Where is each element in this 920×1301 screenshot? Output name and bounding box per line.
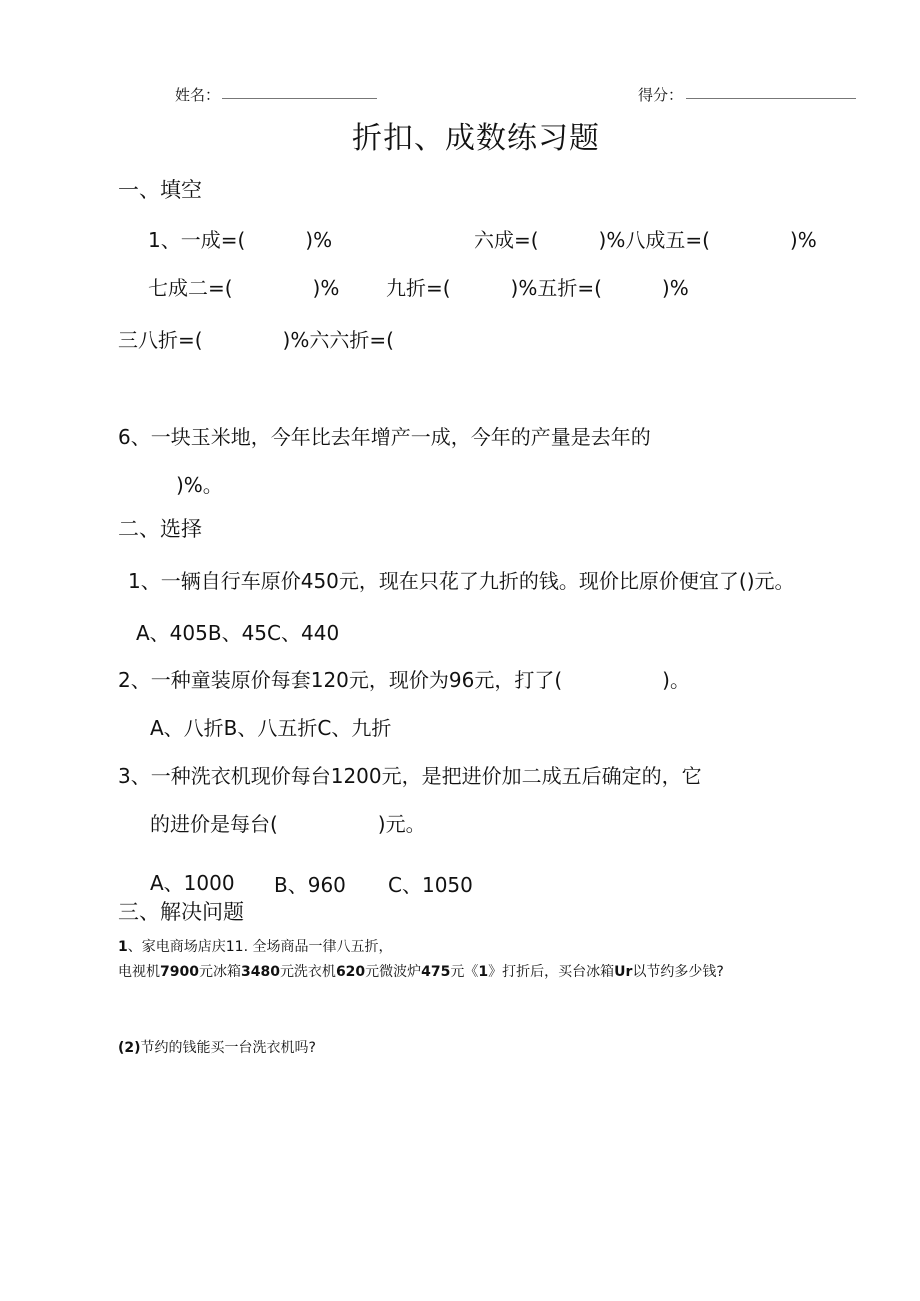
section-choice-heading: 二、选择 <box>118 517 202 541</box>
name-field[interactable] <box>222 98 377 99</box>
choice-q3-line2: 的进价是每台( )元。 <box>150 812 426 836</box>
choice-q2-options: A、八折B、八五折C、九折 <box>150 716 392 740</box>
price-seg-3: 3480 <box>240 964 280 980</box>
price-seg-8: 元《 <box>450 964 479 980</box>
choice-q1-options: A、405B、45C、440 <box>136 621 340 645</box>
choice-q3-option-a: A、1000 <box>150 871 235 895</box>
choice-q1: 1、一辆自行车原价450元，现在只花了九折的钱。现价比原价便宜了()元。 <box>128 569 795 593</box>
choice-q3-option-c: C、1050 <box>388 873 473 897</box>
section-solve-heading: 三、解决问题 <box>118 900 244 924</box>
solve-question2-number: (2) <box>118 1040 141 1056</box>
name-label: 姓名： <box>175 86 221 104</box>
price-seg-6: 元微波炉 <box>365 964 422 980</box>
price-seg-7: 475 <box>421 964 451 980</box>
choice-q3-option-b: B、960 <box>274 873 346 897</box>
solve-problem1-line1 <box>118 936 392 956</box>
fill-q6-line2: )%。 <box>176 473 223 497</box>
price-seg-2: 元冰箱 <box>198 964 241 980</box>
fill-row2-b: 九折=( )%五折=( )% <box>386 276 689 300</box>
fill-q6-line1: 6、一块玉米地，今年比去年增产一成，今年的产量是去年的 <box>118 425 651 449</box>
solve-problem1-text: 、家电商场店庆11. 全场商品一律八五折， <box>127 939 393 955</box>
solve-question2-text: 节约的钱能买一台洗衣机吗? <box>140 1040 316 1056</box>
solve-question2 <box>118 1037 316 1057</box>
price-seg-12: 以节约多少钱? <box>632 964 724 980</box>
fill-row1-b: 六成=( )%八成五=( )% <box>474 228 817 252</box>
solve-problem1-number: 1 <box>118 939 128 955</box>
price-seg-4: 元洗衣机 <box>279 964 336 980</box>
fill-row3: 三八折=( )%六六折=( <box>118 328 394 352</box>
score-field[interactable] <box>686 98 856 99</box>
price-seg-9: 1 <box>478 964 489 980</box>
page-title: 折扣、成数练习题 <box>352 121 600 156</box>
price-seg-11: Ur <box>614 964 633 980</box>
fill-row2-a: 七成二=( )% <box>148 276 340 300</box>
price-seg-1: 7900 <box>160 964 199 980</box>
choice-q3-line1: 3、一种洗衣机现价每台1200元，是把进价加二成五后确定的，它 <box>118 764 702 788</box>
section-fill-heading: 一、填空 <box>118 178 202 202</box>
price-seg-10: 》打折后，买台冰箱 <box>488 964 615 980</box>
price-seg-0: 电视机 <box>118 964 160 980</box>
score-label: 得分： <box>638 86 684 104</box>
solve-problem1-line2 <box>118 961 724 981</box>
fill-row1-a: 1、一成=( )% <box>148 228 333 252</box>
choice-q2: 2、一种童装原价每套120元，现价为96元，打了( )。 <box>118 668 690 692</box>
price-seg-5: 620 <box>335 964 366 980</box>
